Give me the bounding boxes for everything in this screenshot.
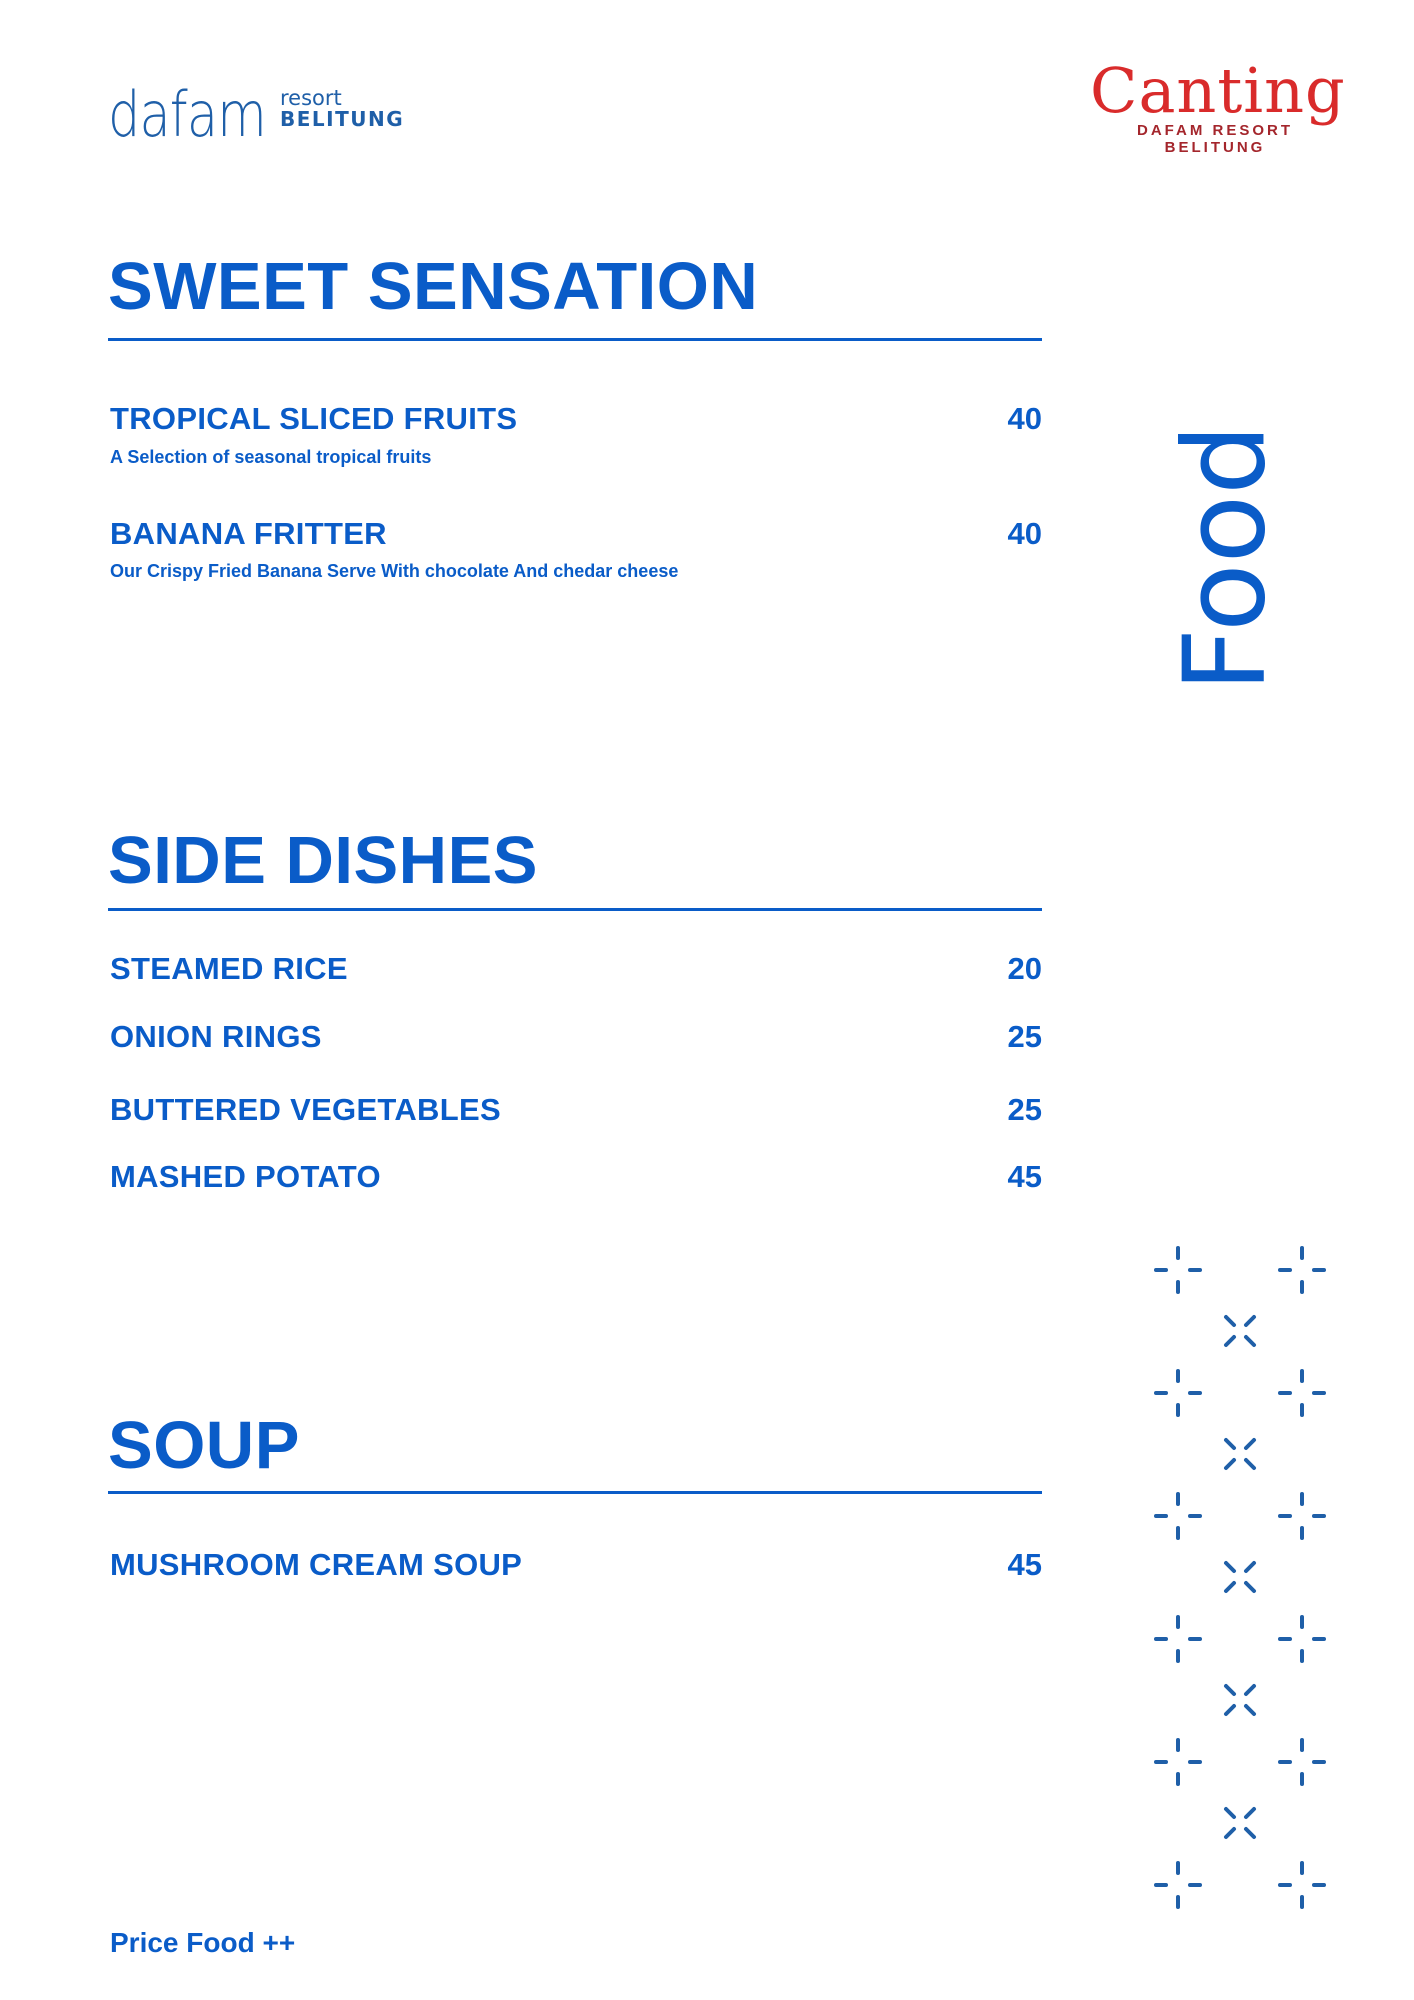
- dafam-resort-logo: [108, 78, 405, 151]
- menu-item-name: TROPICAL SLICED FRUITS: [110, 401, 518, 436]
- menu-item-name: BUTTERED VEGETABLES: [110, 1092, 501, 1127]
- dafam-logo-belitung: BELITUNG: [280, 107, 405, 131]
- menu-item-name: MUSHROOM CREAM SOUP: [110, 1547, 523, 1582]
- canting-logo-line1: DAFAM RESORT: [1137, 122, 1293, 139]
- canting-logo-wordmark: Canting: [1090, 54, 1346, 127]
- price-note: Price Food ++: [110, 1927, 296, 1958]
- menu-item-name: MASHED POTATO: [110, 1159, 381, 1194]
- section-title-side-dishes: SIDE DISHES: [108, 823, 538, 898]
- section-divider-side: [108, 908, 1042, 911]
- vertical-food-label: [1130, 408, 1320, 708]
- menu-item-name: BANANA FRITTER: [110, 516, 387, 551]
- section-divider-soup: [108, 1491, 1042, 1494]
- sparkle-cross-pattern-icon: [1150, 1235, 1340, 1915]
- menu-item-price: 20: [1007, 951, 1042, 986]
- canting-logo-line2: BELITUNG: [1164, 139, 1266, 157]
- dafam-logo-subtitle: [280, 87, 404, 130]
- menu-item-price: 25: [1007, 1019, 1042, 1054]
- menu-item-description: A Selection of seasonal tropical fruits: [110, 447, 432, 467]
- dafam-logo-wordmark: dafam: [108, 78, 266, 151]
- menu-item-name: STEAMED RICE: [110, 951, 348, 986]
- section-title-sweet-sensation: SWEET SENSATION: [108, 249, 759, 324]
- menu-item-price: 25: [1007, 1092, 1042, 1127]
- dafam-logo-resort: resort: [280, 85, 342, 110]
- section-divider-sweet: [108, 338, 1042, 341]
- menu-item-price: 45: [1007, 1547, 1042, 1582]
- canting-restaurant-logo: [1090, 54, 1346, 157]
- menu-item-price: 40: [1007, 401, 1042, 436]
- menu-item-description: Our Crispy Fried Banana Serve With chocolate And chedar cheese: [110, 561, 679, 581]
- menu-item-name: ONION RINGS: [110, 1019, 322, 1054]
- menu-item-price: 45: [1007, 1159, 1042, 1194]
- vertical-food-text: Food: [1160, 423, 1291, 693]
- menu-item-price: 40: [1007, 516, 1042, 551]
- section-title-soup: SOUP: [108, 1408, 300, 1483]
